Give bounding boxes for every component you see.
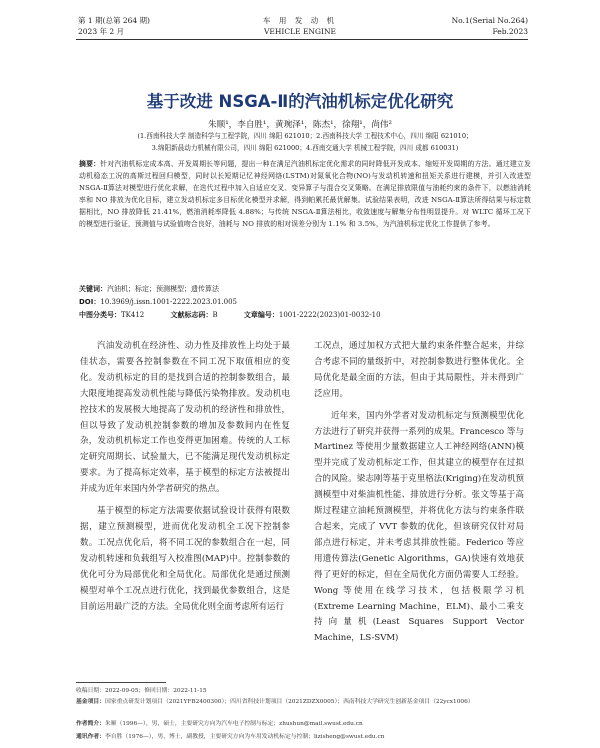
fund-text: 国家重点研发计划项目（2021YFB2400300）；四川省科技计划项目（2021ZDZX0005）；西南科技大学研究生创新基金项目（22ycx1006） bbox=[105, 699, 474, 705]
affiliation-line-1: (1.西南科技大学 制造科学与工程学院，四川 绵阳 621010；2.西南科技大学 工程技术中心，四川 绵阳 621010； bbox=[137, 132, 473, 140]
abstract bbox=[79, 158, 531, 230]
author-info-label: 作者简介： bbox=[76, 721, 105, 727]
abstract-label: 摘要： bbox=[79, 160, 101, 168]
serial-number: No.1(Serial No.264) bbox=[451, 16, 528, 25]
doi-line bbox=[79, 297, 237, 308]
doi-label: DOI： bbox=[79, 298, 101, 306]
doc-code-label: 文献标志码： bbox=[170, 311, 213, 319]
body-paragraph: 近年来，国内外学者对发动机标定与预测模型优化方法进行了研究并获得一系列的成果。Francesco 等与 Martinez 等使用少量数据建立人工神经网络(ANN)模型并完成了发动机标定工作，但其建立的模型存在过拟合的风险。梁志刚等基于克里格法(Kriging)在发动机预测模型中对柴油机性能、排放进行分析。张文等基于高斯过程建立油耗预测模型，并将优化方法与约束条件联合起来，完成了 VVT 参数的优化，但该研究仅针对局部点进行标定，并未考虑其排放性能。Federico 等应用遗传算法(Genetic Algorithms，GA)快速有效地获得了更好的标定，但在全局优化方面仍需要人工经验。Wong 等使用在线学习技术，包括极限学习机(Extreme Learning Machine，ELM)、最小二乘支持向量机(Least Squares Support Vector Machine，LS-SVM) bbox=[314, 410, 524, 644]
abstract-text: 针对汽油机标定成本高、开发周期长等问题，提出一种在满足汽油机标定优化需求的同时降低开发成本、缩短开发周期的方法。通过建立发动机稳态工况的高斯过程回归模型，同时以长短期记忆神经网络(LSTM)对氮氧化合物(NO)与发动机转速和扭矩关系进行建模，并引入改进型 NSGA-Ⅱ算法对模型进行优化求解，在迭代过程中加入自适应交叉、变异算子与混合交叉策略。在满足排放限值与油耗约束的条件下，以燃油消耗率和 NO 排放为优化目标，建立发动机标定多目标优化模型并求解，得到帕累托最优解集。试验结果表明，改进 NSGA-Ⅱ算法所得结果与标定数据相比，NO 排放降低 21.41%，燃油消耗率降低 4.88%；与传统 NSGA-Ⅱ算法相比，收敛速度与解集分布性明显提升。对 WLTC 循环工况下的模型进行验证，预测值与试验值吻合良好，油耗与 NO 排放的相对误差分别为 1.1% 和 3.5%，为汽油机标定优化工作提供了参考。 bbox=[79, 160, 531, 228]
header-rule bbox=[76, 39, 528, 40]
corresponding-text: 李自胜（1976—），男，博士，副教授，主要研究方向为车用发动机标定与控制；lizisheng@swust.edu.cn bbox=[105, 734, 385, 740]
author-info-text: 朱顺（1996—），男，硕士，主要研究方向为汽车电子控制与标定；zhushun@mail.swust.edu.cn bbox=[105, 721, 363, 727]
doc-code-value: B bbox=[212, 311, 218, 319]
clc-label: 中图分类号： bbox=[79, 311, 121, 319]
classification-line bbox=[79, 310, 381, 321]
article-number-value: 1001-2222(2023)01-0032-10 bbox=[278, 311, 381, 319]
journal-name-en: VEHICLE ENGINE bbox=[263, 27, 336, 36]
clc-value: TK412 bbox=[121, 311, 145, 319]
body-column-right bbox=[314, 339, 524, 647]
issue-number: 第 1 期(总第 264 期) bbox=[78, 16, 150, 25]
affiliation-line-2: 3.绵阳新晨动力机械有限公司，四川 绵阳 621000；4.西南交通大学 机械工程学院，四川 成都 610031) bbox=[151, 144, 459, 152]
body-paragraph: 工况点，通过加权方式把大量约束条件整合起来，并综合考虑不同的量级折中，对控制参数进行整体优化。全局优化是最全面的方法，但由于其局限性，并未得到广泛应用。 bbox=[314, 341, 524, 399]
article-number-label: 文章编号： bbox=[243, 311, 279, 319]
serial-date: Feb.2023 bbox=[492, 27, 528, 36]
keywords-line bbox=[79, 284, 219, 295]
body-paragraph: 基于模型的标定方法需要依据试验设计获得有限数据，建立预测模型，进而优化发动机全工况下控制参数。工况点优化后，将不同工况的参数组合在一起，同发动机转速和负载组写入校准图(MAP)中。控制参数的优化可分为局部优化和全局优化。局部优化是通过预测模型对单个工况点进行优化，找到最优参数组合，这是目前运用最广泛的方法。全局优化则全面考虑所有运行 bbox=[80, 506, 290, 612]
body-paragraph: 汽油发动机在经济性、动力性及排放性上均处于最佳状态，需要各控制参数在不同工况下取值相应的变化。发动机标定的目的是找到合适的控制参数组合，最大限度地提高发动机性能与降低污染物排放。发动机电控技术的发展极大地提高了发动机的经济性和排放性，但以导致了发动机控制参数的增加及参数间内在性复杂，发动机机标定工作也变得更加困难。传统的人工标定研究周期长、试验量大，已不能满足现代发动机标定要求。为了提高标定效率，基于模型的标定方法被提出并成为近年来国内外学者研究的热点。 bbox=[80, 341, 290, 495]
keywords-text: 汽油机；标定；预测模型；遗传算法 bbox=[107, 285, 219, 293]
author-list: 朱顺¹，李自胜¹，黄琬泽¹，陈杰¹，徐翔¹，尚伟² bbox=[208, 120, 392, 130]
issue-date: 2023 年 2 月 bbox=[78, 27, 125, 36]
footnote-corresponding bbox=[76, 732, 536, 743]
footnote-fund bbox=[76, 697, 536, 708]
keywords-label: 关键词： bbox=[79, 285, 107, 293]
footnote-rule bbox=[76, 682, 166, 683]
doi-link[interactable]: 10.3969/j.issn.1001-2222.2023.01.005 bbox=[100, 298, 237, 306]
paper-title: 基于改进 NSGA-Ⅱ的汽油机标定优化研究 bbox=[146, 92, 454, 111]
body-column-left bbox=[80, 339, 290, 615]
footnote-received: 收稿日期：2022-09-05；修回日期：2022-11-15 bbox=[76, 688, 207, 694]
corresponding-label: 通讯作者： bbox=[76, 734, 105, 740]
journal-name-cn: 车 用 发 动 机 bbox=[262, 16, 338, 25]
fund-label: 基金项目： bbox=[76, 699, 105, 705]
footnote-author bbox=[76, 719, 536, 730]
